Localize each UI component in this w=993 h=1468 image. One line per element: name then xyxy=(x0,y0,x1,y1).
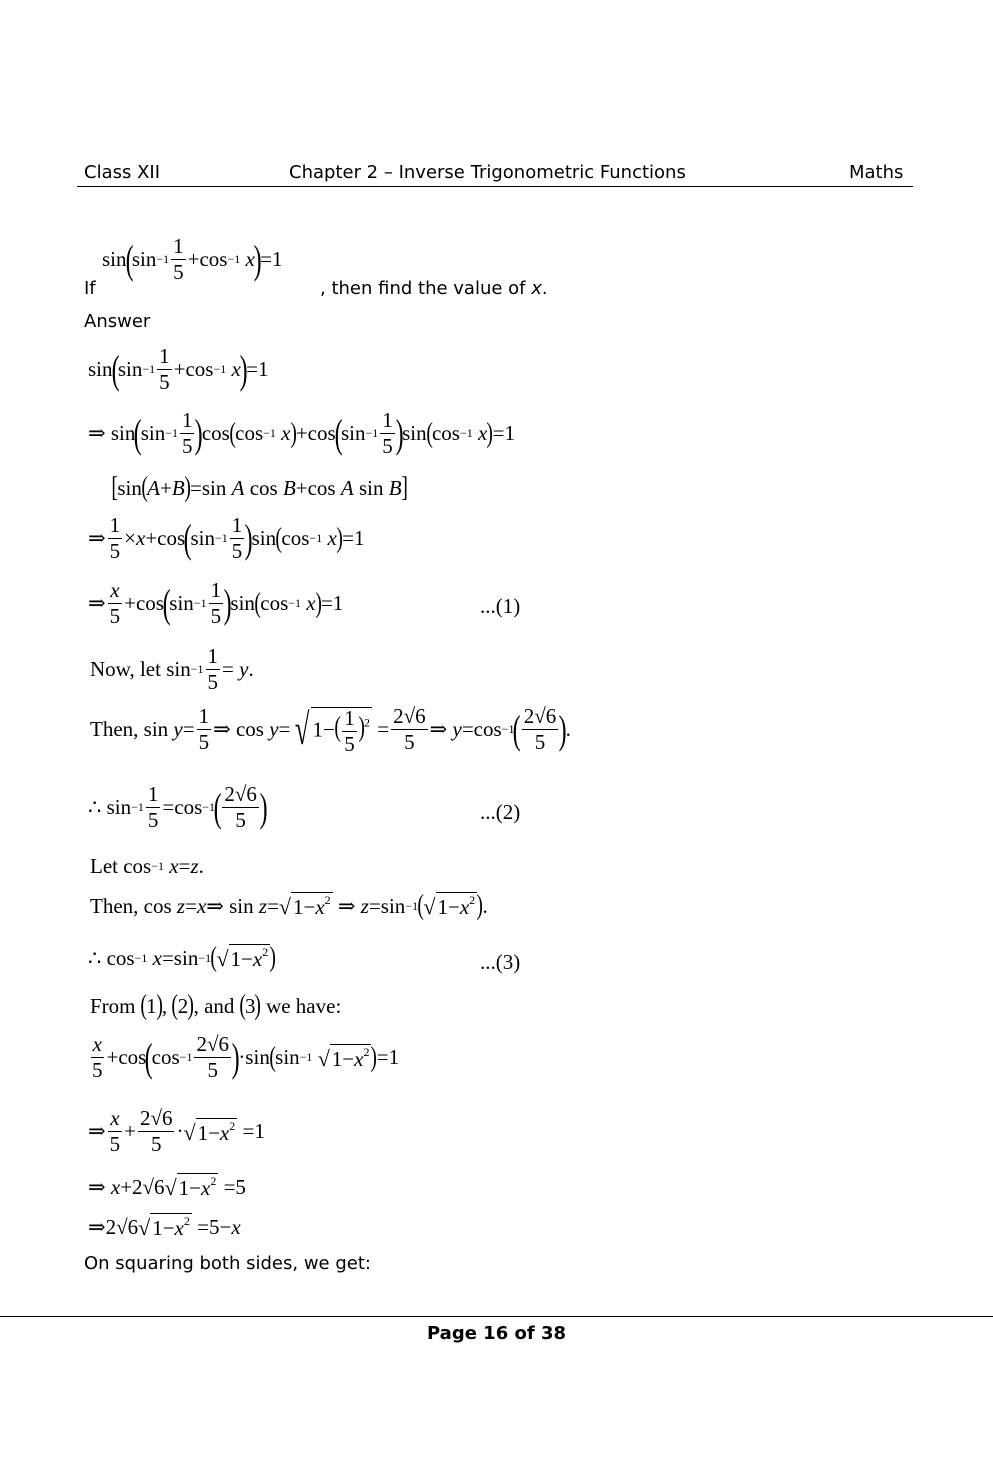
identity-line: [ sin ( A + B ) =sin A cos B +cos A sin B ] xyxy=(111,472,408,503)
header-rule xyxy=(77,186,913,187)
equation-line-1: sin ( sin −1 $\frac{1}{5}$ +cos −1 x ) =1 xyxy=(88,344,269,394)
header-subject: Maths xyxy=(849,162,904,183)
equation-line-3: ⇒ $\frac{1}{5}$ × x +cos ( sin −1 $\frac{1}{5}$ ) sin ( cos −1 x ) =1 xyxy=(88,513,365,563)
then-cos-z-line: Then, cos z = x ⇒ sin z = √ $1-x^2$ ⇒ z =sin −1 ( √ $1-x^2$ ) . xyxy=(90,890,488,921)
now-let-line: Now, let sin −1 $\frac{1}{5}$ = y . xyxy=(90,644,254,694)
question-suffix: , then find the value of x. xyxy=(320,278,548,299)
equation-line-10: ⇒2√6 √ $1-x^2$ =5− x xyxy=(88,1214,241,1240)
equation-tag-1: ...(1) xyxy=(480,594,521,618)
page-number: Page 16 of 38 xyxy=(426,1323,567,1344)
from-line: From ( 1 ) , ( 2 ) , and ( 3 ) we have: xyxy=(90,990,342,1021)
equation-line-7: $\frac{x}{5}$ +cos ( cos −1 $\frac{2√6}{5}$ ) ·sin ( sin −1 √ $1-x^2$ ) =1 xyxy=(92,1032,400,1082)
let-z-line: Let cos −1 x = z . xyxy=(90,854,204,878)
equation-line-5: ∴ sin −1 $\frac{1}{5}$ =cos −1 ( $\frac{2√6}{5}$ ) xyxy=(88,782,268,832)
question-equation: sin ( sin −1 $\frac{1}{5}$ +cos −1 x ) =1 xyxy=(102,234,283,284)
squaring-text: On squaring both sides, we get: xyxy=(84,1253,371,1274)
equation-line-6: ∴ cos −1 x =sin −1 ( √ $1-x^2$ ) xyxy=(88,942,277,973)
equation-tag-3: ...(3) xyxy=(480,950,521,974)
question-prefix: If xyxy=(84,278,96,299)
then-sin-y-line: Then, sin y = $\frac{1}{5}$ ⇒ cos y = √ 1−( $\frac{1}{5}$ )$^2$ = $\frac{2√6}{5}$ ⇒ y =cos −1 ( $\frac{2√6}{5}$ ) . xyxy=(90,704,571,756)
equation-line-2: ⇒ sin ( sin −1 $\frac{1}{5}$ ) cos ( cos −1 x ) +cos ( sin −1 $\frac{1}{5}$ ) sin ( cos −1 x ) =1 xyxy=(88,408,515,458)
header-class: Class XII xyxy=(84,162,161,183)
equation-line-9: ⇒ x +2√6 √ $1-x^2$ =5 xyxy=(88,1174,246,1200)
header-chapter: Chapter 2 – Inverse Trigonometric Functions xyxy=(289,162,686,183)
equation-line-8: ⇒ $\frac{x}{5}$ + $\frac{2√6}{5}$ · √ $1-x^2$ =1 xyxy=(88,1106,265,1156)
equation-tag-2: ...(2) xyxy=(480,800,521,824)
equation-line-4: ⇒ $\frac{x}{5}$ +cos ( sin −1 $\frac{1}{5}$ ) sin ( cos −1 x ) =1 xyxy=(88,578,344,628)
footer-rule xyxy=(0,1316,993,1317)
answer-label: Answer xyxy=(84,311,151,332)
